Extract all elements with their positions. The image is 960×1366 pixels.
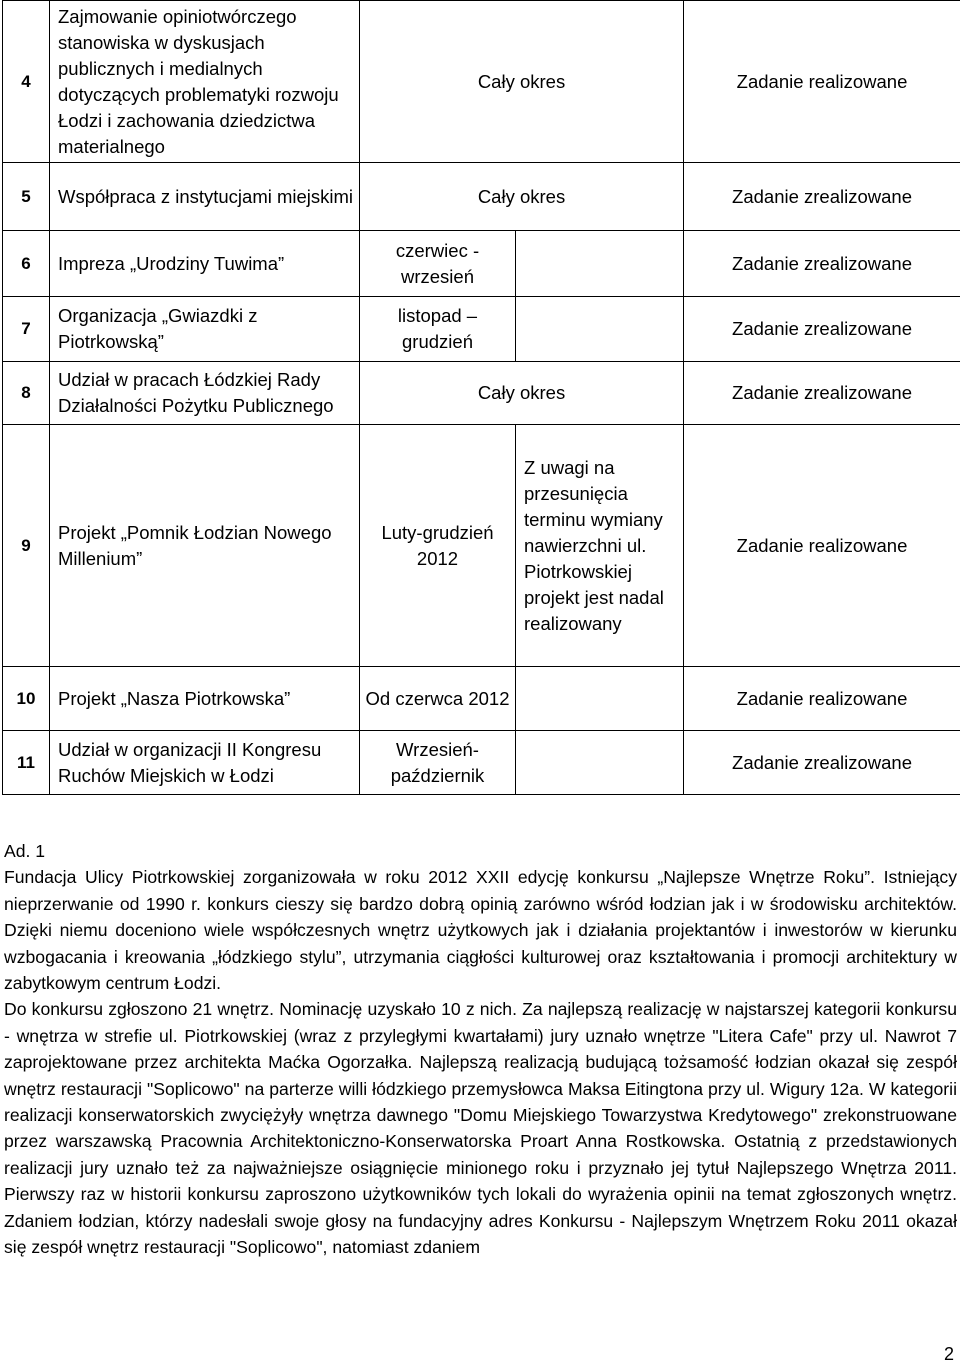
table-row xyxy=(3,231,960,297)
task-period: czerwiec - wrzesień xyxy=(360,231,516,297)
section-heading: Ad. 1 xyxy=(4,841,46,861)
row-number: 11 xyxy=(3,731,50,795)
task-note: Z uwagi na przesunięcia terminu wymiany nawierzchni ul. Piotrkowskiej projekt jest nadal realizowany xyxy=(516,425,684,667)
task-period: Wrzesień-październik xyxy=(360,731,516,795)
row-number: 9 xyxy=(3,425,50,667)
paragraph-contest: Do konkursu zgłoszono 21 wnętrz. Nominację uzyskało 10 z nich. Za najlepszą realizację w najstarszej kategorii konkursu - wnętrza w strefie ul. Piotrkowskiej (wraz z przyległymi kwartałami) jury uznało wnętrze "Litera Cafe" przy ul. Nawrot 7 zaprojektowane przez architekta Maćka Ogorzałka. Najlepszą realizacją budującą tożsamość łodzian okazał się zespół wnętrz restauracji "Soplicowo" na parterze willi łódzkiego przemysłowca Maksa Eitingtona przy ul. Wigury 12a. W kategorii realizacji konserwatorskich zwyciężyły wnętrza dawnego "Domu Miejskiego Towarzystwa Kredytowego" zrekonstruowane przez warszawską Pracownia Architektoniczno-Konserwatorska Proart Anna Rostkowska. Ostatnią z przedstawionych realizacji jury uznało też za najważniejsze osiągnięcie minionego roku i przyznało jej tytuł Najlepszego Wnętrza 2011. Pierwszy raz w historii konkursu zaproszono użytkowników tych lokali do wyrażenia opinii na temat zgłoszonych wnętrz. Zdaniem łodzian, którzy nadesłali swoje głosy na fundacyjny adres Konkursu - Najlepszym Wnętrzem Roku 2011 okazał się zespół wnętrz restauracji "Soplicowo", natomiast zdaniem xyxy=(4,999,957,1258)
task-period: Luty-grudzień 2012 xyxy=(360,425,516,667)
task-status: Zadanie realizowane xyxy=(684,1,960,163)
tasks-table xyxy=(2,0,960,795)
task-note xyxy=(516,297,684,362)
task-description: Organizacja „Gwiazdki z Piotrkowską” xyxy=(50,297,360,362)
page-number: 2 xyxy=(943,1344,954,1364)
task-note xyxy=(516,231,684,297)
task-description: Projekt „Pomnik Łodzian Nowego Millenium” xyxy=(50,425,360,667)
task-status: Zadanie zrealizowane xyxy=(684,163,960,231)
paragraph-intro: Fundacja Ulicy Piotrkowskiej zorganizowała w roku 2012 XXII edycję konkursu „Najlepsze Wnętrze Roku”. Istniejący nieprzerwanie od 1990 r. konkurs cieszy się bardzo dobrą opinią zarówno wśród łodzian jak i w środowisku architektów. Dzięki niemu doceniono wiele współczesnych wnętrz użytkowych jak i działania projektantów i inwestorów w kierunku wzbogacania i kreowania „łódzkiego stylu”, utrzymania ciągłości kulturowej oraz kształtowania i promocji architektury w zabytkowym centrum Łodzi. xyxy=(4,867,957,994)
row-number: 8 xyxy=(3,362,50,425)
task-period: Cały okres xyxy=(360,362,684,425)
table-row xyxy=(3,362,960,425)
task-description: Udział w organizacji II Kongresu Ruchów Miejskich w Łodzi xyxy=(50,731,360,795)
task-status: Zadanie realizowane xyxy=(684,425,960,667)
task-period: Od czerwca 2012 xyxy=(360,667,516,731)
task-period: Cały okres xyxy=(360,163,684,231)
table-row xyxy=(3,1,960,163)
task-note xyxy=(516,731,684,795)
table-row xyxy=(3,425,960,667)
task-description: Zajmowanie opiniotwórczego stanowiska w dyskusjach publicznych i medialnych dotyczących problematyki rozwoju Łodzi i zachowania dziedzictwa materialnego xyxy=(50,1,360,163)
table-row xyxy=(3,667,960,731)
task-status: Zadanie zrealizowane xyxy=(684,297,960,362)
task-status: Zadanie realizowane xyxy=(684,667,960,731)
table-row xyxy=(3,163,960,231)
row-number: 7 xyxy=(3,297,50,362)
row-number: 10 xyxy=(3,667,50,731)
row-number: 6 xyxy=(3,231,50,297)
report-text xyxy=(4,838,957,1261)
task-status: Zadanie zrealizowane xyxy=(684,362,960,425)
row-number: 4 xyxy=(3,1,50,163)
task-period: listopad – grudzień xyxy=(360,297,516,362)
table-row xyxy=(3,297,960,362)
task-description: Impreza „Urodziny Tuwima” xyxy=(50,231,360,297)
task-status: Zadanie zrealizowane xyxy=(684,231,960,297)
task-description: Projekt „Nasza Piotrkowska” xyxy=(50,667,360,731)
task-status: Zadanie zrealizowane xyxy=(684,731,960,795)
task-period: Cały okres xyxy=(360,1,684,163)
table-row xyxy=(3,731,960,795)
task-description: Współpraca z instytucjami miejskimi xyxy=(50,163,360,231)
row-number: 5 xyxy=(3,163,50,231)
task-description: Udział w pracach Łódzkiej Rady Działalności Pożytku Publicznego xyxy=(50,362,360,425)
task-note xyxy=(516,667,684,731)
